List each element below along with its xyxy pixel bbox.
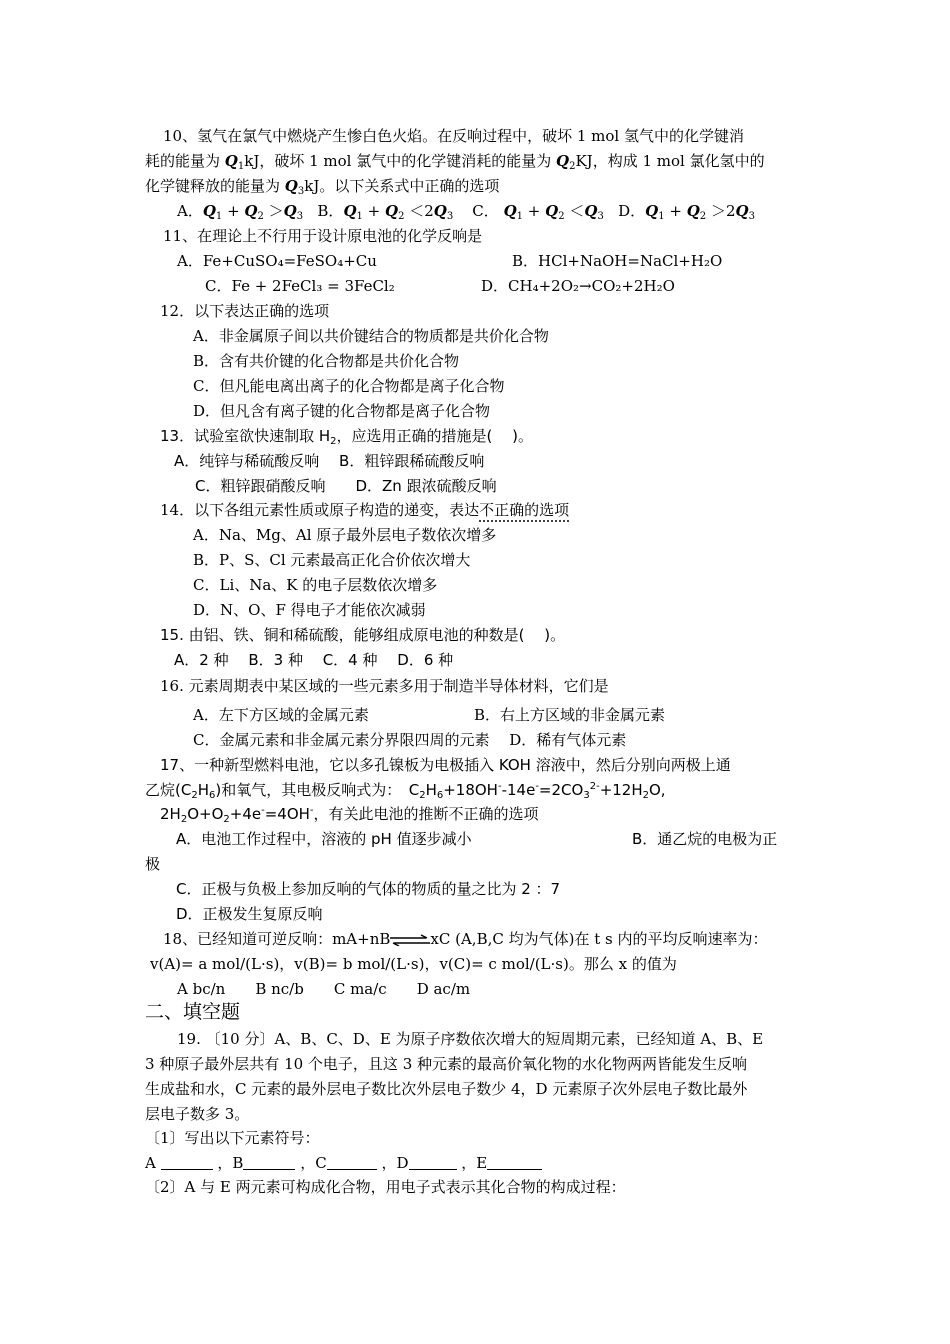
- q10-line3: 化学键释放的能量为 $Q_3kJ$。以下关系式中正确的选项: [145, 177, 500, 197]
- q16-stem: 16. 元素周期表中某区域的一些元素多用于制造半导体材料，它们是: [160, 677, 609, 695]
- q14-emphasis: 不正确的选项: [479, 501, 570, 519]
- q10-line1: 10、氢气在氯气中燃烧产生惨白色火焰。在反响过程中，破坏 1 mol 氢气中的化学键消: [163, 127, 744, 145]
- q10-options: A．$Q_1 + Q_2 >Q_3$ B．$Q_1 + Q_2 <2Q_3$ C． $Q_1 + Q_2 <Q_3$ D．$Q_1 + Q_2 >2Q_3$: [177, 202, 755, 222]
- q19-part2: 〔2〕A 与 E 两元素可构成化合物，用电子式表示其化合物的构成过程：: [145, 1178, 626, 1196]
- q18-options: A bc/n B nc/b C ma/c D ac/m: [177, 980, 471, 998]
- q17-option-b-cont: 极: [145, 855, 161, 873]
- q12-stem: 12．以下表达正确的选项: [160, 302, 330, 320]
- q17-line3: $2H_2O+O_2+4e^-=4OH^-$，有关此电池的推断不正确的选项: [160, 805, 539, 825]
- q12-option-a: A．非金属原子间以共价键结合的物质都是共价化合物: [193, 327, 549, 345]
- q12-option-c: C．但凡能电离出离子的化合物都是离子化合物: [193, 377, 505, 395]
- q19-line1: 19. 〔10 分〕A、B、C、D、E 为原子序数依次增大的短周期元素，已经知道 A、B、E: [177, 1030, 764, 1048]
- q11-option-a: A．Fe+CuSO₄=FeSO₄+Cu: [177, 252, 377, 270]
- q16-option-a: A．左下方区域的金属元素: [193, 706, 369, 724]
- q11-option-c: C．Fe + 2FeCl₃ = 3FeCl₂: [205, 277, 395, 295]
- q19-part1: 〔1〕写出以下元素符号：: [145, 1129, 320, 1147]
- q11-option-b: B．HCl+NaOH=NaCl+H₂O: [512, 252, 723, 270]
- q15-stem: 15. 由铝、铁、铜和稀硫酸，能够组成原电池的种数是( )。: [160, 626, 566, 644]
- q10-line2: 耗的能量为 $Q_1kJ$，破坏 1 mol 氯气中的化学键消耗的能量为 $Q_2KJ$，构成 1 mol 氯化氢中的: [145, 152, 765, 172]
- q19-line2: 3 种原子最外层共有 10 个电子，且这 3 种元素的最高价氧化物的水化物两两皆能发生反响: [145, 1055, 748, 1073]
- equilibrium-arrows-icon: [390, 934, 430, 946]
- section-title: 二、填空题: [145, 1001, 241, 1023]
- q14-option-d: D．N、O、F 得电子才能依次减弱: [193, 601, 426, 619]
- q17-option-d: D．正极发生复原反响: [176, 905, 323, 923]
- q19-fill-line: A ，B ，C ，D ，E: [145, 1153, 542, 1173]
- q13-options-cd: C．粗锌跟硝酸反响 D．Zn 跟浓硫酸反响: [195, 477, 497, 495]
- q17-line1: 17、一种新型燃料电池，它以多孔镍板为电极插入 KOH 溶液中，然后分别向两极上通: [160, 756, 731, 774]
- q14-stem: 14．以下各组元素性质或原子构造的递变，表达不正确的选项: [160, 501, 570, 519]
- q19-line4: 层电子数多 3。: [145, 1105, 250, 1123]
- blank-d-field[interactable]: [409, 1155, 457, 1170]
- q14-option-b: B．P、S、Cl 元素最高正化合价依次增大: [193, 551, 471, 569]
- q18-line1: 18、已经知道可逆反响：mA+nB xC (A,B,C 均为气体)在 t s 内的平均反响速率为：: [163, 930, 768, 948]
- blank-e-field[interactable]: [487, 1155, 542, 1170]
- q11-option-d: D．CH₄+2O₂→CO₂+2H₂O: [481, 277, 675, 295]
- q17-option-c: C．正极与负极上参加反响的气体的物质的量之比为 2 ：7: [176, 880, 561, 898]
- q17-option-b: B．通乙烷的电极为正: [632, 830, 778, 848]
- q19-line3: 生成盐和水，C 元素的最外层电子数比次外层电子数少 4，D 元素原子次外层电子数比最外: [145, 1080, 748, 1098]
- q12-option-d: D．但凡含有离子键的化合物都是离子化合物: [193, 402, 491, 420]
- q14-option-a: A．Na、Mg、Al 原子最外层电子数依次增多: [193, 526, 497, 544]
- q13-stem: 13．试验室欲快速制取 $H_2$，应选用正确的措施是( )。: [160, 427, 533, 447]
- q16-option-b: B．右上方区域的非金属元素: [474, 706, 666, 724]
- q18-line2: v(A)= a mol/(L·s)，v(B)= b mol/(L·s)，v(C)= c mol/(L·s)。那么 x 的值为: [150, 955, 677, 973]
- q16-options-cd: C．金属元素和非金属元素分界限四周的元素 D．稀有气体元素: [193, 731, 627, 749]
- blank-a-field[interactable]: [161, 1155, 213, 1170]
- blank-c-field[interactable]: [327, 1155, 377, 1170]
- q14-option-c: C．Li、Na、K 的电子层数依次增多: [193, 576, 438, 594]
- q13-options-ab: A．纯锌与稀硫酸反响 B．粗锌跟稀硫酸反响: [174, 452, 485, 470]
- q15-options: A．2 种 B．3 种 C．4 种 D．6 种: [174, 651, 454, 669]
- q11-stem: 11、在理论上不行用于设计原电池的化学反响是: [163, 227, 483, 245]
- q17-option-a: A．电池工作过程中，溶液的 pH 值逐步减小: [176, 830, 472, 848]
- blank-b-field[interactable]: [243, 1155, 295, 1170]
- q12-option-b: B．含有共价键的化合物都是共价化合物: [193, 352, 460, 370]
- q17-line2: 乙烷$(C_2H_6)$和氧气，其电极反响式为： $C_2H_6+18OH^--14e^-=2CO_3^{2-}+12H_2O$,: [145, 781, 666, 801]
